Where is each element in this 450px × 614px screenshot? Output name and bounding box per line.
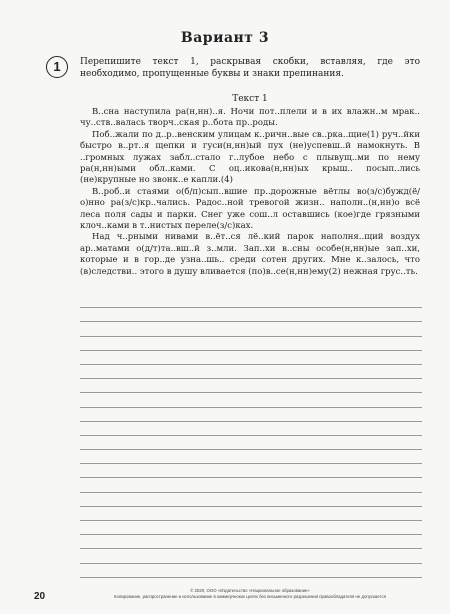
answer-line[interactable] — [80, 521, 422, 535]
text-paragraph: Над ч..рными нивами в..ёт..ся лё..кий парок наполня..щий воздух ар..матами о(д/т)та..вш..й з..мли. Зап..хи в..сны особе(н,нн)ые зап..хи, которые и в гор..де узна..шь.. среди сотен других. Мне к..залось, что (в)следстви.. этого в душу вливается (по)в..се(н,нн)ему(2) нежная грус..ть. — [80, 232, 420, 277]
answer-lines[interactable] — [80, 294, 422, 578]
answer-line[interactable] — [80, 535, 422, 549]
footer — [70, 588, 430, 600]
answer-line[interactable] — [80, 322, 422, 336]
answer-line[interactable] — [80, 464, 422, 478]
variant-title: Вариант 3 — [180, 30, 270, 46]
text-paragraph: В..сна наступила ра(н,нн)..я. Ночи пот..плели и в их влажн..м мрак.. чу..ств..валась творч..ская р..бота пр..роды. — [80, 107, 420, 129]
answer-line[interactable] — [80, 393, 422, 407]
answer-line[interactable] — [80, 294, 422, 308]
text-title: Текст 1 — [232, 94, 268, 104]
task-number-badge: 1 — [46, 56, 68, 78]
answer-line[interactable] — [80, 337, 422, 351]
answer-line[interactable] — [80, 379, 422, 393]
answer-line[interactable] — [80, 564, 422, 578]
text-paragraph: В..роб..и стаями о(б/п)сып..вшие пр..дорожные вётлы во(з/с)бужд(ё/о)нно ра(з/с)кр..чались. Радос..ной тревогой жизн.. наполн..(н,нн)о всё леса поля сады и парки. Снег уже сош..л оставшись (кое)где грязными клоч..ками в т..нистых перелe(з/с)ках. — [80, 186, 420, 232]
answer-line[interactable] — [80, 450, 422, 464]
answer-line[interactable] — [80, 422, 422, 436]
answer-line[interactable] — [80, 436, 422, 450]
answer-line[interactable] — [80, 408, 422, 422]
text-paragraph: Поб..жали по д..р..венским улицам к..ричн..вые св..рка..щие(1) руч..йки быстро в..рт..я щепки и гуси(н,нн)ый пух (не)успевш..й намокнуть. В ..громных лужах забл..стало г..лубое небо с плывущ..ми по нему ра(н,нн)ыми обл..ками. С оц..икова(н,нн)ых крыш.. посып..лись (не)крупные но звонк..е капли.(4) — [80, 129, 420, 186]
answer-line[interactable] — [80, 365, 422, 379]
task-instruction: Перепишите текст 1, раскрывая скобки, вставляя, где это необходимо, пропущенные буквы и знаки препинания. — [80, 57, 420, 79]
page-number: 20 — [34, 591, 46, 602]
answer-line[interactable] — [80, 507, 422, 521]
answer-line[interactable] — [80, 549, 422, 563]
answer-line[interactable] — [80, 478, 422, 492]
footer-copyright: © 2020, ООО «Издательство «Национальное образование» — [190, 588, 310, 593]
answer-line[interactable] — [80, 493, 422, 507]
answer-line[interactable] — [80, 351, 422, 365]
answer-line[interactable] — [80, 308, 422, 322]
footer-notice: Копирование, распространение и использование в коммерческих целях без письменного разрешения правообладателя не допускается — [114, 594, 386, 599]
text-body — [80, 107, 420, 278]
